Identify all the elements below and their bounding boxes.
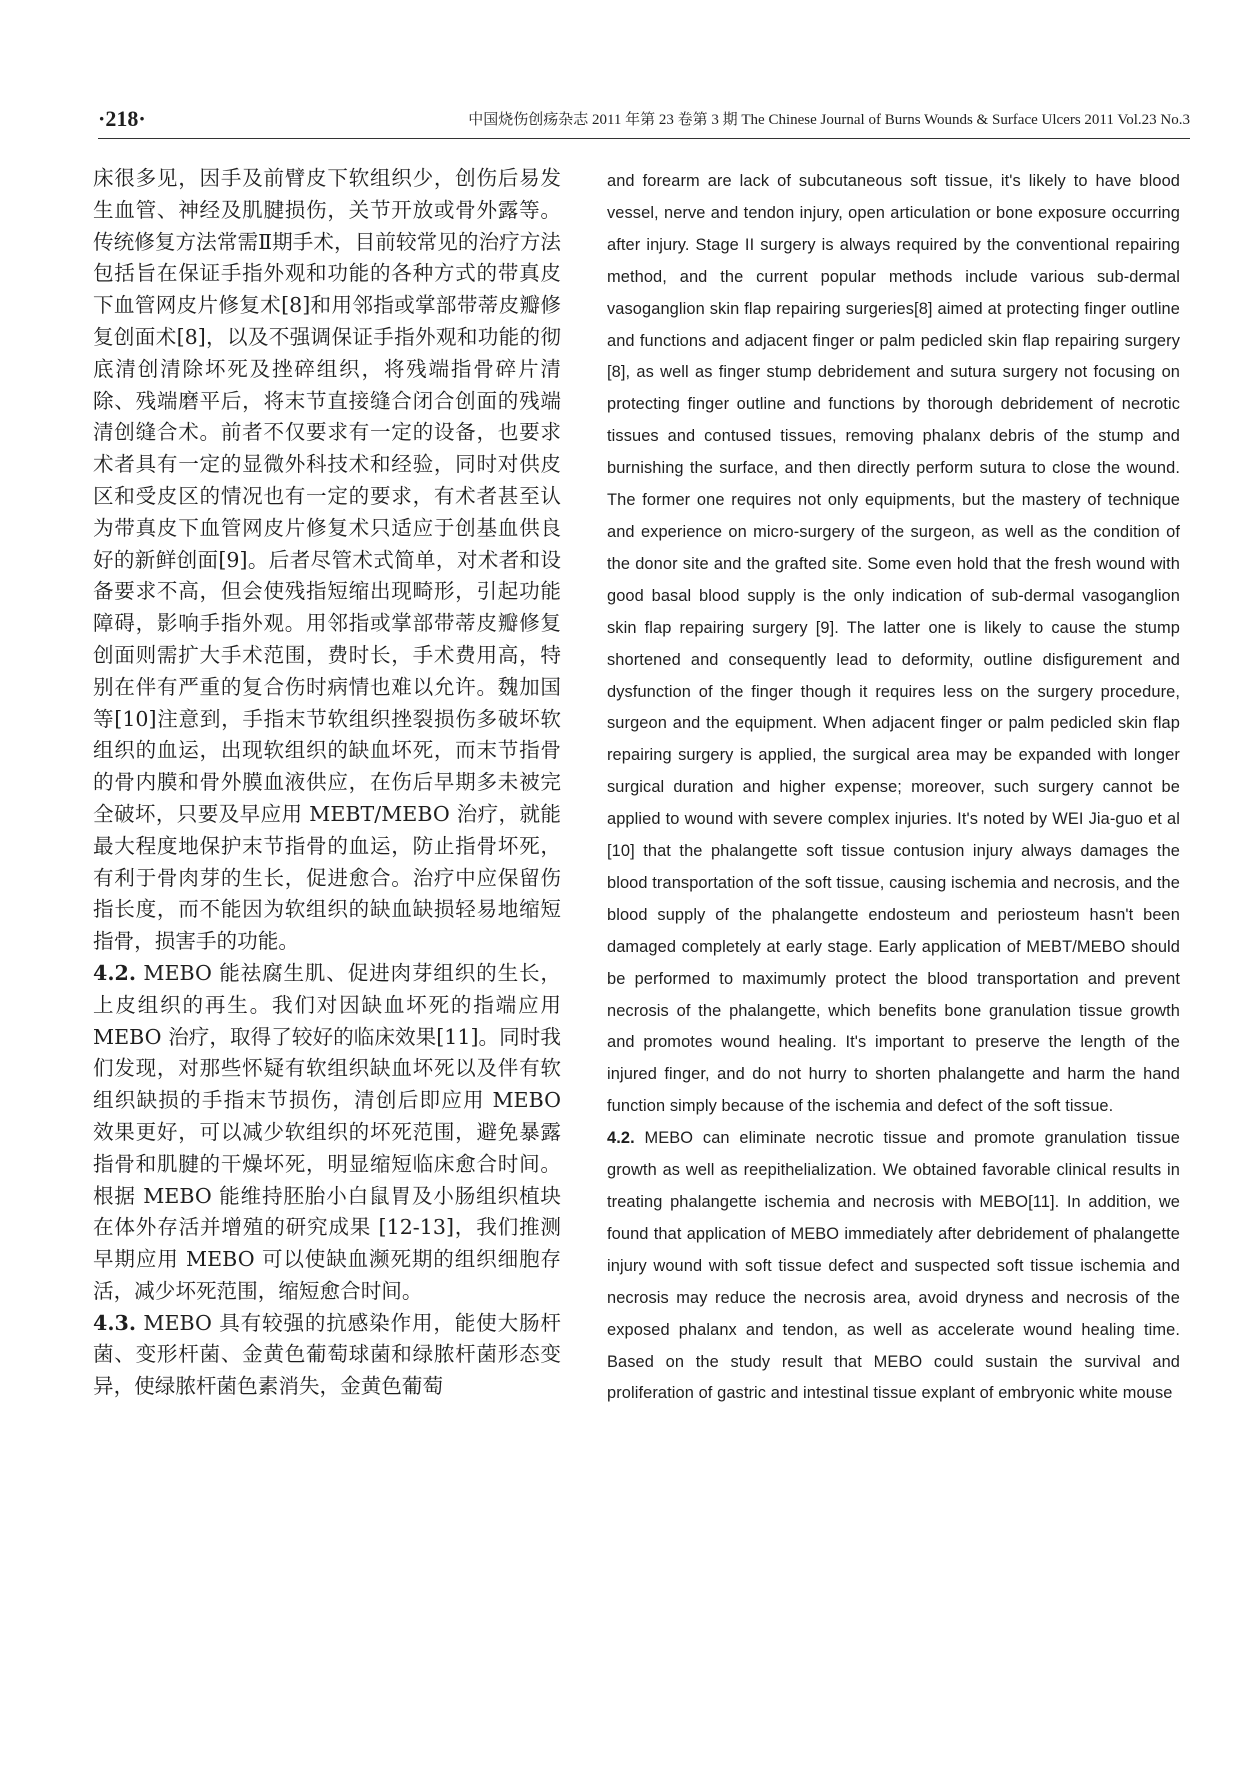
page-number: ·218· (98, 106, 146, 131)
header-rule (98, 138, 1190, 139)
cn-section-4-3-text: MEBO 具有较强的抗感染作用，能使大肠杆菌、变形杆菌、金黄色葡萄球菌和绿脓杆菌形态变异，使绿脓杆菌色素消失，金黄色葡萄 (93, 1310, 561, 1399)
cn-section-4-2 (93, 958, 561, 1308)
english-text-column (607, 166, 1180, 1410)
cn-section-4-2-number: 4.2. (93, 960, 136, 985)
en-section-4-2 (607, 1123, 1180, 1410)
en-section-4-2-text: MEBO can eliminate necrotic tissue and promote granulation tissue growth as well as reepithelialization. We obtained favorable clinical results in treating phalangette ischemia and necrosis with MEBO[11]. In addition, we found that application of MEBO immediately after debridement of phalangette injury wound with soft tissue defect and suspected soft tissue ischemia and necrosis may reduce the necrosis area, avoid dryness and necrosis of the exposed phalanx and tendon, as well as accelerate wound healing time. Based on the study result that MEBO could sustain the survival and proliferation of gastric and intestinal tissue explant of embryonic white mouse (607, 1129, 1180, 1403)
cn-paragraph-1: 床很多见，因手及前臂皮下软组织少，创伤后易发生血管、神经及肌腱损伤，关节开放或骨外露等。传统修复方法常需Ⅱ期手术，目前较常见的治疗方法包括旨在保证手指外观和功能的各种方式的带真皮下血管网皮片修复术[8]和用邻指或掌部带蒂皮瓣修复创面术[8]，以及不强调保证手指外观和功能的彻底清创清除坏死及挫碎组织，将残端指骨碎片清除、残端磨平后，将末节直接缝合闭合创面的残端清创缝合术。前者不仅要求有一定的设备，也要求术者具有一定的显微外科技术和经验，同时对供皮区和受皮区的情况也有一定的要求，有术者甚至认为带真皮下血管网皮片修复术只适应于创基血供良好的新鲜创面[9]。后者尽管术式简单，对术者和设备要求不高，但会使残指短缩出现畸形，引起功能障碍，影响手指外观。用邻指或掌部带蒂皮瓣修复创面则需扩大手术范围，费时长，手术费用高，特别在伴有严重的复合伤时病情也难以允许。魏加国等[10]注意到，手指末节软组织挫裂损伤多破坏软组织的血运，出现软组织的缺血坏死，而末节指骨的骨内膜和骨外膜血液供应，在伤后早期多未被完全破坏，只要及早应用 MEBT/MEBO 治疗，就能最大程度地保护末节指骨的血运，防止指骨坏死，有利于骨肉芽的生长，促进愈合。治疗中应保留伤指长度，而不能因为软组织的缺血缺损轻易地缩短指骨，损害手的功能。 (93, 166, 561, 954)
cn-section-4-3-number: 4.3. (93, 1310, 136, 1335)
chinese-text-column (93, 163, 561, 1403)
cn-section-4-2-text: MEBO 能祛腐生肌、促进肉芽组织的生长，上皮组织的再生。我们对因缺血坏死的指端应用 MEBO 治疗，取得了较好的临床效果[11]。同时我们发现，对那些怀疑有软组织缺血坏死以及伴有软组织缺损的手指末节损伤，清创后即应用 MEBO 效果更好，可以减少软组织的坏死范围，避免暴露指骨和肌腱的干燥坏死，明显缩短临床愈合时间。根据 MEBO 能维持胚胎小白鼠胃及小肠组织植块在体外存活并增殖的研究成果 [12-13]，我们推测早期应用 MEBO 可以使缺血濒死期的组织细胞存活，减少坏死范围，缩短愈合时间。 (93, 960, 561, 1303)
en-section-4-2-number: 4.2. (607, 1129, 635, 1148)
running-header (98, 106, 1190, 140)
en-paragraph-1: and forearm are lack of subcutaneous soft tissue, it's likely to have blood vessel, nerve and tendon injury, open articulation or bone exposure occurring after injury. Stage II surgery is always required by the conventional repairing method, and the current popular methods include various sub-dermal vasoganglion skin flap repairing surgeries[8] aimed at protecting finger outline and functions and adjacent finger or palm pedicled skin flap repairing surgery [8], as well as finger stump debridement and sutura surgery not focusing on protecting finger outline and functions by thorough debridement of necrotic tissues and contused tissues, removing phalanx debris of the stump and burnishing the surface, and then directly perform sutura to close the wound. The former one requires not only equipments, but the mastery of technique and experience on micro-surgery of the surgeon, as well as the condition of the donor site and the grafted site. Some even hold that the fresh wound with good basal blood supply is the only indication of sub-dermal vasoganglion skin flap repairing surgery [9]. The latter one is likely to cause the stump shortened and consequently lead to deformity, outline disfigurement and dysfunction of the finger though it requires less on the surgery procedure, surgeon and the equipment. When adjacent finger or palm pedicled skin flap repairing surgery is applied, the surgical area may be expanded with longer surgical duration and higher expense; moreover, such surgery cannot be applied to wound with severe complex injuries. It's noted by WEI Jia-guo et al [10] that the phalangette soft tissue contusion injury always damages the blood transportation of the soft tissue, causing ischemia and necrosis, and the blood supply of the phalangette endosteum and periosteum hasn't been damaged completely at early stage. Early application of MEBT/MEBO should be performed to maximumly protect the blood transportation and prevent necrosis of the phalangette, which benefits bone granulation tissue growth and promotes wound healing. It's important to preserve the length of the injured finger, and do not hurry to shorten phalangette and harm the hand function simply because of the ischemia and defect of the soft tissue. (607, 172, 1180, 1116)
journal-citation: 中国烧伤创疡杂志 2011 年第 23 卷第 3 期 The Chinese Journal of Burns Wounds & Surface Ulcers 2011 Vol.23 No.3 (468, 112, 1190, 128)
cn-section-4-3 (93, 1308, 561, 1403)
